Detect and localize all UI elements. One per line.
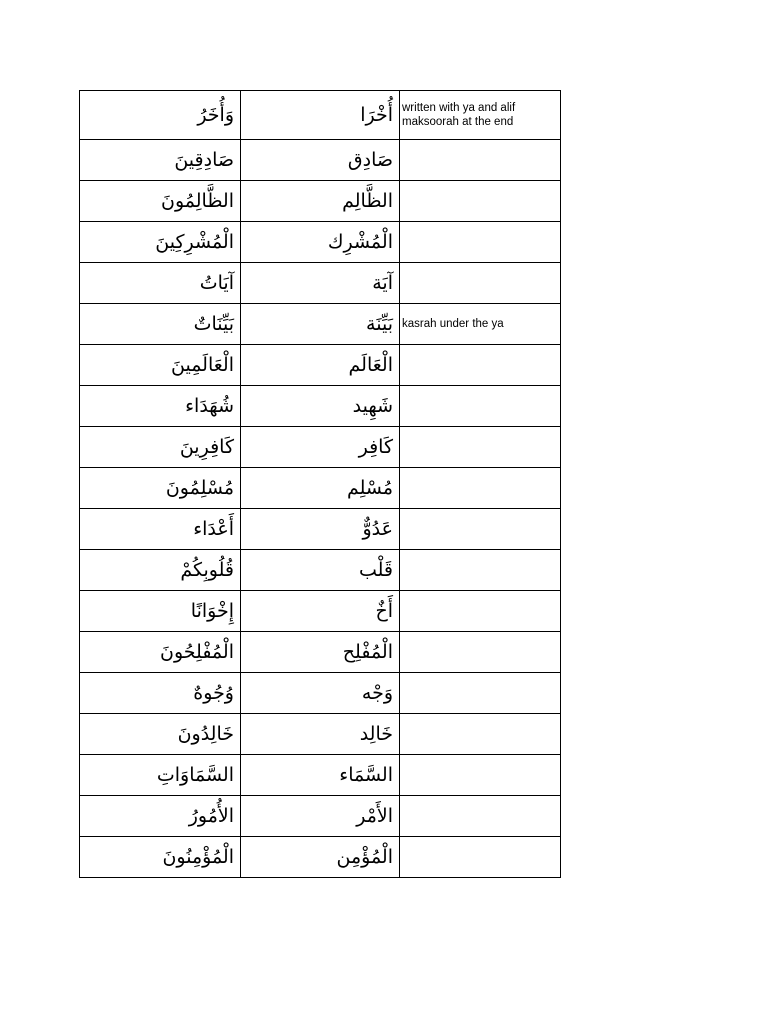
note-cell [400, 755, 561, 796]
note-cell [400, 140, 561, 181]
note-cell [400, 673, 561, 714]
table-row [80, 591, 561, 632]
table-row [80, 222, 561, 263]
plural-word-cell: آيَاتُ [80, 263, 241, 304]
note-cell: kasrah under the ya [400, 304, 561, 345]
plural-word-cell: السَّمَاوَاتِ [80, 755, 241, 796]
plural-word-cell: قُلُوبِكُمْ [80, 550, 241, 591]
plural-word-cell: الْمُشْرِكِينَ [80, 222, 241, 263]
singular-word-cell: الأَمْر [241, 796, 400, 837]
table-row [80, 796, 561, 837]
plural-word-cell: وُجُوهٌ [80, 673, 241, 714]
singular-word-cell: الْمُشْرِك [241, 222, 400, 263]
note-cell: written with ya and alif maksoorah at the end [400, 91, 561, 140]
table-row [80, 304, 561, 345]
plural-word-cell: صَادِقِينَ [80, 140, 241, 181]
note-cell [400, 263, 561, 304]
note-cell [400, 837, 561, 878]
note-cell [400, 550, 561, 591]
plural-word-cell: أَعْدَاء [80, 509, 241, 550]
table-row [80, 632, 561, 673]
singular-word-cell: عَدُوٌّ [241, 509, 400, 550]
table-row [80, 140, 561, 181]
vocabulary-sheet [79, 90, 560, 878]
table-row [80, 181, 561, 222]
singular-word-cell: الْمُفْلِح [241, 632, 400, 673]
plural-word-cell: إِخْوَانًا [80, 591, 241, 632]
table-row [80, 263, 561, 304]
plural-word-cell: الْمُفْلِحُونَ [80, 632, 241, 673]
table-row [80, 550, 561, 591]
table-row [80, 714, 561, 755]
plural-word-cell: مُسْلِمُونَ [80, 468, 241, 509]
note-cell [400, 796, 561, 837]
note-cell [400, 427, 561, 468]
plural-word-cell: الأُمُورُ [80, 796, 241, 837]
singular-word-cell: شَهِيد [241, 386, 400, 427]
table-row [80, 755, 561, 796]
singular-word-cell: وَجْه [241, 673, 400, 714]
singular-word-cell: السَّمَاء [241, 755, 400, 796]
note-cell [400, 386, 561, 427]
singular-word-cell: الظَّالِم [241, 181, 400, 222]
table-row [80, 91, 561, 140]
note-cell [400, 181, 561, 222]
singular-word-cell: أُخْرَا [241, 91, 400, 140]
note-cell [400, 468, 561, 509]
singular-word-cell: مُسْلِم [241, 468, 400, 509]
table-row [80, 468, 561, 509]
vocabulary-table-body [80, 91, 561, 878]
vocabulary-table [79, 90, 561, 878]
note-cell [400, 345, 561, 386]
note-cell [400, 591, 561, 632]
plural-word-cell: شُهَدَاء [80, 386, 241, 427]
singular-word-cell: صَادِق [241, 140, 400, 181]
plural-word-cell: كَافِرِينَ [80, 427, 241, 468]
table-row [80, 837, 561, 878]
plural-word-cell: بَيِّنَاتٌ [80, 304, 241, 345]
note-cell [400, 714, 561, 755]
table-row [80, 673, 561, 714]
plural-word-cell: وَأُخَرُ [80, 91, 241, 140]
table-row [80, 509, 561, 550]
singular-word-cell: الْمُؤْمِن [241, 837, 400, 878]
plural-word-cell: الْمُؤْمِنُونَ [80, 837, 241, 878]
singular-word-cell: آيَة [241, 263, 400, 304]
singular-word-cell: أَخٌ [241, 591, 400, 632]
plural-word-cell: الْعَالَمِينَ [80, 345, 241, 386]
table-row [80, 427, 561, 468]
singular-word-cell: بَيِّنَة [241, 304, 400, 345]
singular-word-cell: الْعَالَم [241, 345, 400, 386]
singular-word-cell: قَلْب [241, 550, 400, 591]
table-row [80, 345, 561, 386]
plural-word-cell: خَالِدُونَ [80, 714, 241, 755]
table-row [80, 386, 561, 427]
note-cell [400, 632, 561, 673]
singular-word-cell: خَالِد [241, 714, 400, 755]
note-cell [400, 509, 561, 550]
singular-word-cell: كَافِر [241, 427, 400, 468]
plural-word-cell: الظَّالِمُونَ [80, 181, 241, 222]
note-cell [400, 222, 561, 263]
